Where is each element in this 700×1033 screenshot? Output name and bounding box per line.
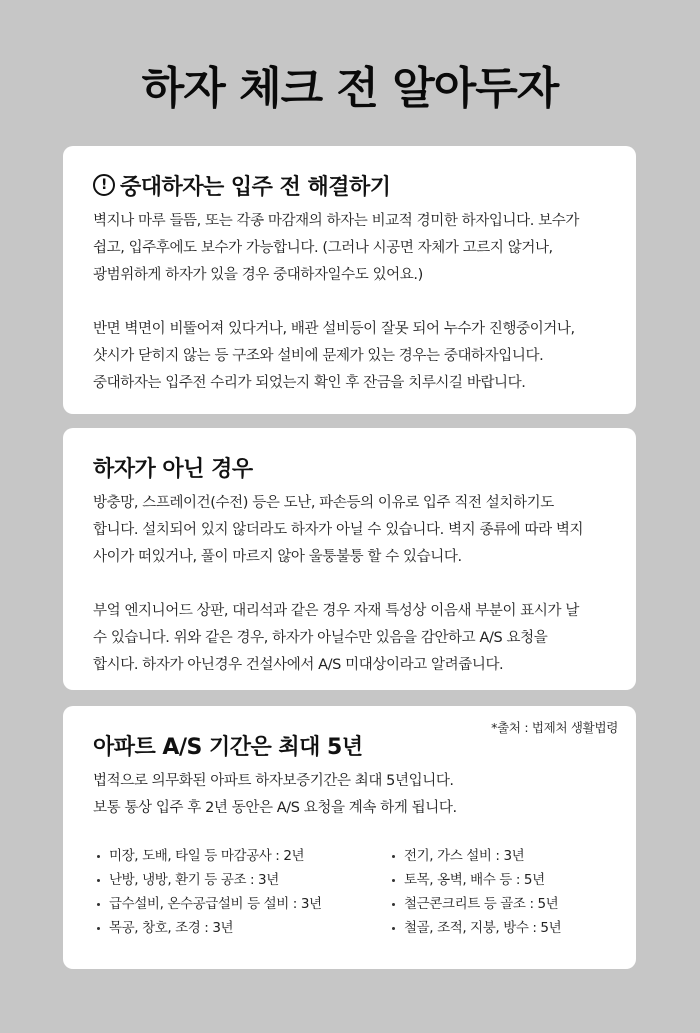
text-line: 부엌 엔지니어드 상판, 대리석과 같은 경우 자재 특성상 이음새 부분이 표시가 날 — [93, 603, 579, 619]
list-item: 철골, 조적, 지붕, 방수 : 5년 — [388, 916, 561, 940]
warranty-period-list — [93, 844, 608, 940]
list-item: 토목, 옹벽, 배수 등 : 5년 — [388, 868, 561, 892]
text-line: 광범위하게 하자가 있을 경우 중대하자일수도 있어요.) — [93, 267, 423, 283]
text-line: 쉽고, 입주후에도 보수가 가능합니다. (그러나 시공면 자체가 고르지 않거나, — [93, 240, 553, 256]
list-item: 철근콘크리트 등 골조 : 5년 — [388, 892, 561, 916]
list-item: 급수설비, 온수공급설비 등 설비 : 3년 — [93, 892, 388, 916]
major-defect-paragraph-2 — [93, 316, 608, 397]
major-defect-paragraph-1 — [93, 208, 608, 289]
warranty-list-left — [93, 844, 388, 940]
text-line: 샷시가 닫히지 않는 등 구조와 설비에 문제가 있는 경우는 중대하자입니다. — [93, 348, 544, 364]
major-defect-card — [63, 146, 636, 414]
text-line: 벽지나 마루 들뜸, 또는 각종 마감재의 하자는 비교적 경미한 하자입니다. 보수가 — [93, 213, 579, 229]
text-line: 사이가 떠있거나, 풀이 마르지 않아 울퉁불퉁 할 수 있습니다. — [93, 549, 462, 565]
non-defect-paragraph-2 — [93, 598, 608, 679]
text-line: 법적으로 의무화된 아파트 하자보증기간은 최대 5년입니다. — [93, 773, 454, 789]
warranty-list-right — [388, 844, 561, 940]
major-defect-title — [93, 170, 608, 200]
text-line: 반면 벽면이 비뚤어져 있다거나, 배관 설비등이 잘못 되어 누수가 진행중이거나, — [93, 321, 575, 337]
list-item: 전기, 가스 설비 : 3년 — [388, 844, 561, 868]
text-line: 중대하자는 입주전 수리가 되었는지 확인 후 잔금을 치루시길 바랍니다. — [93, 375, 526, 391]
as-period-title: 아파트 A/S 기간은 최대 5년 — [93, 734, 363, 760]
as-period-card — [63, 706, 636, 969]
text-line: 합니다. 설치되어 있지 않더라도 하자가 아닐 수 있습니다. 벽지 종류에 따라 벽지 — [93, 522, 584, 538]
exclamation-circle-icon: ! — [93, 174, 115, 196]
paragraph-gap — [93, 571, 608, 598]
paragraph-gap — [93, 289, 608, 316]
major-defect-title-text: 중대하자는 입주 전 해결하기 — [120, 174, 391, 200]
text-line: 방충망, 스프레이건(수전) 등은 도난, 파손등의 이유로 입주 직전 설치하기도 — [93, 495, 554, 511]
list-item: 목공, 창호, 조경 : 3년 — [93, 916, 388, 940]
non-defect-paragraph-1 — [93, 490, 608, 571]
source-note: *출처 : 법제처 생활법령 — [491, 720, 618, 735]
text-line: 수 있습니다. 위와 같은 경우, 하자가 아닐수만 있음을 감안하고 A/S 요청을 — [93, 630, 548, 646]
text-line: 보통 통상 입주 후 2년 동안은 A/S 요청을 계속 하게 됩니다. — [93, 800, 457, 816]
page-title: 하자 체크 전 알아두자 — [141, 63, 559, 114]
list-item: 미장, 도배, 타일 등 마감공사 : 2년 — [93, 844, 388, 868]
non-defect-title: 하자가 아닌 경우 — [93, 456, 253, 482]
non-defect-card — [63, 428, 636, 690]
list-item: 난방, 냉방, 환기 등 공조 : 3년 — [93, 868, 388, 892]
text-line: 합시다. 하자가 아닌경우 건설사에서 A/S 미대상이라고 알려줍니다. — [93, 657, 504, 673]
as-period-intro — [93, 768, 608, 822]
